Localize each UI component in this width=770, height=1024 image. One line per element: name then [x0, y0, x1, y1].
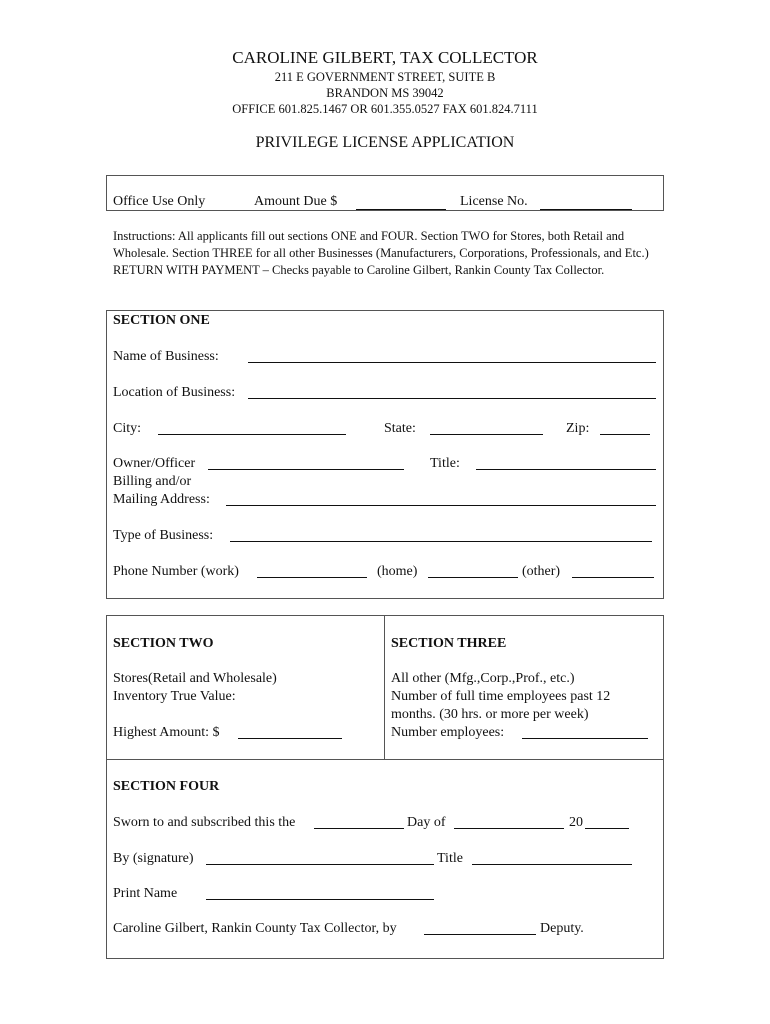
phone-home-label: (home) [377, 564, 418, 579]
deputy-field[interactable] [424, 934, 536, 935]
location-of-business-field[interactable] [248, 398, 656, 399]
form-title: PRIVILEGE LICENSE APPLICATION [255, 134, 515, 151]
collector-title: CAROLINE GILBERT, TAX COLLECTOR [232, 48, 538, 67]
collector-by-label: Caroline Gilbert, Rankin County Tax Collector, by [113, 921, 397, 936]
zip-label: Zip: [566, 421, 590, 436]
number-employees-field[interactable] [522, 738, 648, 739]
section-two-line-1: Stores(Retail and Wholesale) [113, 671, 277, 686]
type-of-business-field[interactable] [230, 541, 652, 542]
year-field[interactable] [585, 828, 629, 829]
name-of-business-field[interactable] [248, 362, 656, 363]
location-of-business-label: Location of Business: [113, 385, 236, 400]
state-field[interactable] [430, 434, 543, 435]
print-name-field[interactable] [206, 899, 434, 900]
section-four-heading: SECTION FOUR [113, 779, 220, 794]
type-of-business-label: Type of Business: [113, 528, 214, 543]
amount-due-label: Amount Due $ [254, 194, 338, 209]
signature-field[interactable] [206, 864, 434, 865]
signer-title-label: Title [437, 851, 463, 866]
day-of-label: Day of [407, 815, 446, 830]
section-three-line-1: All other (Mfg.,Corp.,Prof., etc.) [391, 671, 575, 686]
sworn-label: Sworn to and subscribed this the [113, 815, 296, 830]
name-of-business-label: Name of Business: [113, 349, 219, 364]
address-line-1: 211 E GOVERNMENT STREET, SUITE B [274, 70, 496, 84]
address-line-2: BRANDON MS 39042 [326, 86, 444, 100]
section-three-heading: SECTION THREE [391, 636, 507, 651]
number-employees-label: Number employees: [391, 725, 505, 740]
by-signature-label: By (signature) [113, 851, 194, 866]
highest-amount-field[interactable] [238, 738, 342, 739]
section-one-heading: SECTION ONE [113, 313, 210, 328]
license-no-field[interactable] [540, 209, 632, 210]
zip-field[interactable] [600, 434, 650, 435]
signer-title-field[interactable] [472, 864, 632, 865]
section-divider-horizontal [106, 759, 663, 760]
section-three-line-2: Number of full time employees past 12 [391, 689, 611, 704]
year-prefix-label: 20 [569, 815, 583, 830]
billing-label: Billing and/or [113, 474, 192, 489]
owner-officer-label: Owner/Officer [113, 456, 196, 471]
phone-work-field[interactable] [257, 577, 367, 578]
phone-fax-line: OFFICE 601.825.1467 OR 601.355.0527 FAX 601.824.7111 [232, 102, 538, 116]
owner-officer-field[interactable] [208, 469, 404, 470]
month-field[interactable] [454, 828, 564, 829]
city-field[interactable] [158, 434, 346, 435]
print-name-label: Print Name [113, 886, 178, 901]
section-three-line-3: months. (30 hrs. or more per week) [391, 707, 589, 722]
sworn-day-field[interactable] [314, 828, 404, 829]
section-two-line-2: Inventory True Value: [113, 689, 236, 704]
section-two-heading: SECTION TWO [113, 636, 214, 651]
city-label: City: [113, 421, 142, 436]
phone-other-label: (other) [522, 564, 561, 579]
title-field[interactable] [476, 469, 656, 470]
amount-due-field[interactable] [356, 209, 446, 210]
mailing-address-label: Mailing Address: [113, 492, 210, 507]
highest-amount-label: Highest Amount: $ [113, 725, 220, 740]
section-divider-vertical [384, 615, 385, 759]
office-use-label: Office Use Only [113, 194, 206, 209]
license-no-label: License No. [460, 194, 528, 209]
phone-other-field[interactable] [572, 577, 654, 578]
title-label: Title: [430, 456, 460, 471]
instructions: Instructions: All applicants fill out sections ONE and FOUR. Section TWO for Stores, both Retail and Wholesale. Section THREE for all other Businesses (Manufacturers, Corporations, Professionals, and Etc.) RETURN WITH PAYMENT – Checks payable to Caroline Gilbert, Rankin County Tax Collector. [113, 229, 649, 277]
state-label: State: [384, 421, 416, 436]
mailing-address-field[interactable] [226, 505, 656, 506]
deputy-label: Deputy. [540, 921, 584, 936]
phone-work-label: Phone Number (work) [113, 564, 239, 579]
phone-home-field[interactable] [428, 577, 518, 578]
